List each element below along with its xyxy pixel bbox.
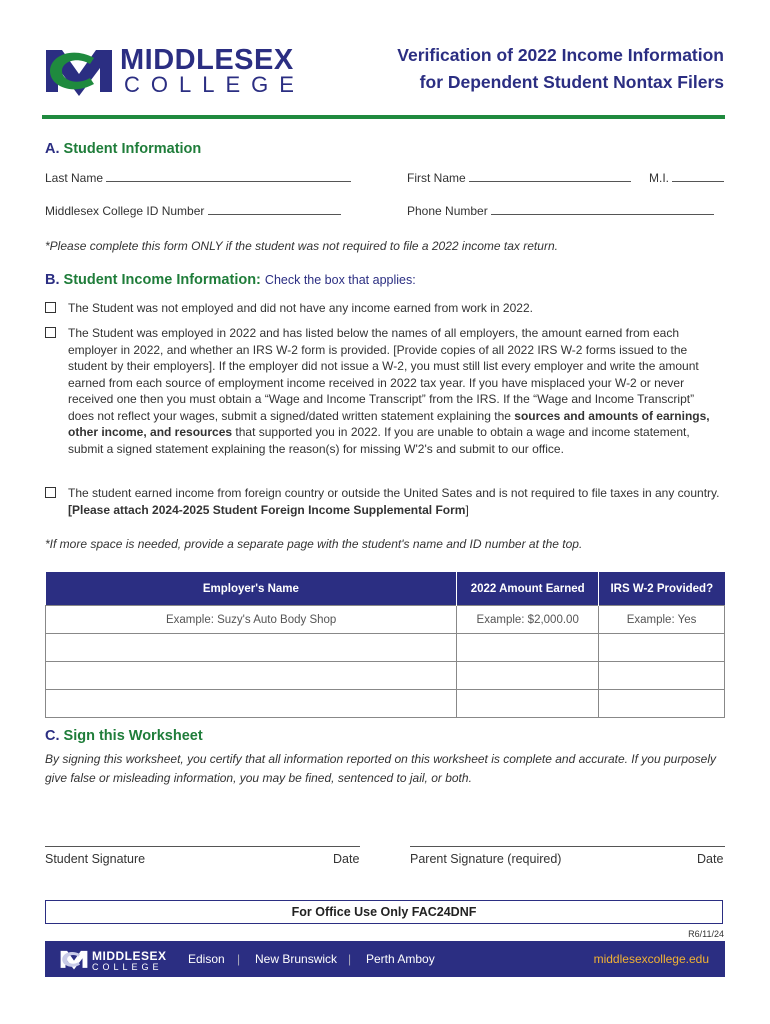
phone-line[interactable] (491, 204, 714, 215)
table-row (46, 690, 725, 718)
section-b-subtitle: Check the box that applies: (264, 273, 416, 287)
section-a-letter: A. (45, 141, 60, 157)
title-line-1: Verification of 2022 Income Information (397, 45, 724, 65)
logo-text-middlesex: MIDDLESEX (120, 44, 294, 76)
mi-field[interactable] (649, 171, 724, 185)
example-amount: Example: $2,000.00 (457, 606, 599, 634)
w2-cell[interactable] (599, 662, 725, 690)
certification-text: By signing this worksheet, you certify that all information reported on this worksheet is complete and accurate. If you purposely give false or misleading information, you may be fined, sentenced to jail, or both. (45, 752, 717, 785)
employer-table-header (46, 572, 725, 606)
option-3-bold-text: [Please attach 2024-2025 Student Foreign Income Supplemental Form (68, 502, 466, 517)
amount-cell[interactable] (457, 690, 599, 718)
footer-location-new-brunswick: New Brunswick (255, 952, 338, 966)
option-2-text-part-1: The Student was employed in 2022 and has listed below the names of all employers, the amount earned from each employer in 2022, and whether an IRS W-2 form is provided. [Provide copies of all 2022 IRS W-2 forms issued to the student by their employers]. If the employer did not issue a W-2, you must still list every employer and write the amount earned from each source of employment income received in 2022 tax year. If you have misplaced your W-2 or never received one then you must obtain a “Wage and Income Transcript” from the IRS. If the “Wage and Income Transcript” does not reflect your wages, submit a signed/dated written statement explaining the (68, 326, 699, 423)
footer-logo-text-top: MIDDLESEX (92, 949, 167, 963)
footer-location-edison: Edison (188, 952, 225, 966)
footer-separator: | (237, 952, 241, 966)
footer-website-link[interactable]: middlesexcollege.edu (593, 952, 709, 966)
office-use-box: For Office Use Only FAC24DNF (45, 900, 723, 924)
employer-cell[interactable] (46, 690, 457, 718)
phone-field[interactable] (407, 204, 714, 218)
option-1-checkbox[interactable] (45, 302, 56, 313)
parent-signature-label: Parent Signature (required) (410, 852, 562, 866)
section-a-heading (45, 141, 201, 157)
parent-date-label: Date (697, 852, 724, 866)
employer-cell[interactable] (46, 634, 457, 662)
table-row-example (46, 606, 725, 634)
option-3-text-part-1: The student earned income from foreign country or outside the United Sates and is not required to file taxes in any country. (68, 486, 720, 500)
student-date-label: Date (333, 852, 360, 866)
w2-cell[interactable] (599, 634, 725, 662)
section-c-heading (45, 728, 203, 744)
header-amount-earned: 2022 Amount Earned (457, 572, 599, 606)
last-name-label: Last Name (45, 171, 104, 185)
section-b-heading (45, 272, 416, 288)
student-signature-line[interactable] (45, 846, 360, 847)
section-a-note: *Please complete this form ONLY if the student was not required to file a 2022 income tax return. (45, 239, 558, 253)
header-employer-name: Employer's Name (46, 572, 457, 606)
example-w2: Example: Yes (599, 606, 725, 634)
amount-cell[interactable] (457, 662, 599, 690)
footer-location-perth-amboy: Perth Amboy (366, 952, 435, 966)
option-3-checkbox[interactable] (45, 487, 56, 498)
header-w2-provided: IRS W-2 Provided? (599, 572, 725, 606)
footer-bar (45, 941, 725, 977)
id-number-label: Middlesex College ID Number (45, 204, 205, 218)
section-b-letter: B. (45, 272, 60, 288)
section-c-title: Sign this Worksheet (63, 728, 203, 744)
option-2-text-part-2: that supported you in 2022. If you are unable to obtain a wage and income statement, submit a signed statement explaining the reason(s) for missing W'2's and submit to our office. (68, 425, 690, 456)
table-row (46, 634, 725, 662)
w2-cell[interactable] (599, 690, 725, 718)
first-name-field[interactable] (407, 171, 631, 185)
last-name-field[interactable] (45, 171, 351, 185)
id-number-field[interactable] (45, 204, 341, 218)
section-b-title: Student Income Information: (63, 272, 261, 288)
footer-logo-text-bottom: COLLEGE (92, 962, 163, 972)
footer-logo-mark (59, 948, 89, 970)
revision-code: R6/11/24 (688, 929, 724, 939)
option-2-text (68, 325, 723, 457)
last-name-line[interactable] (106, 171, 351, 182)
mi-label: M.I. (649, 171, 669, 185)
employer-table (45, 572, 725, 718)
section-b-note: *If more space is needed, provide a separate page with the student's name and ID number at the top. (45, 537, 583, 551)
first-name-label: First Name (407, 171, 466, 185)
option-2-checkbox[interactable] (45, 327, 56, 338)
section-a-title: Student Information (63, 141, 202, 157)
college-logo-mark (42, 44, 116, 96)
student-signature-label: Student Signature (45, 852, 146, 866)
first-name-line[interactable] (469, 171, 631, 182)
amount-cell[interactable] (457, 634, 599, 662)
table-row (46, 662, 725, 690)
parent-signature-line[interactable] (410, 846, 725, 847)
mi-line[interactable] (672, 171, 724, 182)
employer-cell[interactable] (46, 662, 457, 690)
document-title (397, 42, 724, 96)
option-3-text-end: ] (465, 502, 469, 517)
section-c-letter: C. (45, 728, 60, 744)
example-employer: Example: Suzy's Auto Body Shop (46, 606, 457, 634)
id-number-line[interactable] (208, 204, 341, 215)
logo-text-college: COLLEGE (124, 72, 305, 97)
option-2-bold-text: sources and amounts of earnings, other income, and resources (68, 408, 710, 439)
footer-separator: | (348, 952, 352, 966)
option-1-text: The Student was not employed and did not have any income earned from work in 2022. (68, 301, 533, 315)
title-line-2: for Dependent Student Nontax Filers (419, 72, 724, 92)
header-divider (42, 115, 725, 119)
option-3-text (68, 485, 728, 518)
phone-label: Phone Number (407, 204, 488, 218)
